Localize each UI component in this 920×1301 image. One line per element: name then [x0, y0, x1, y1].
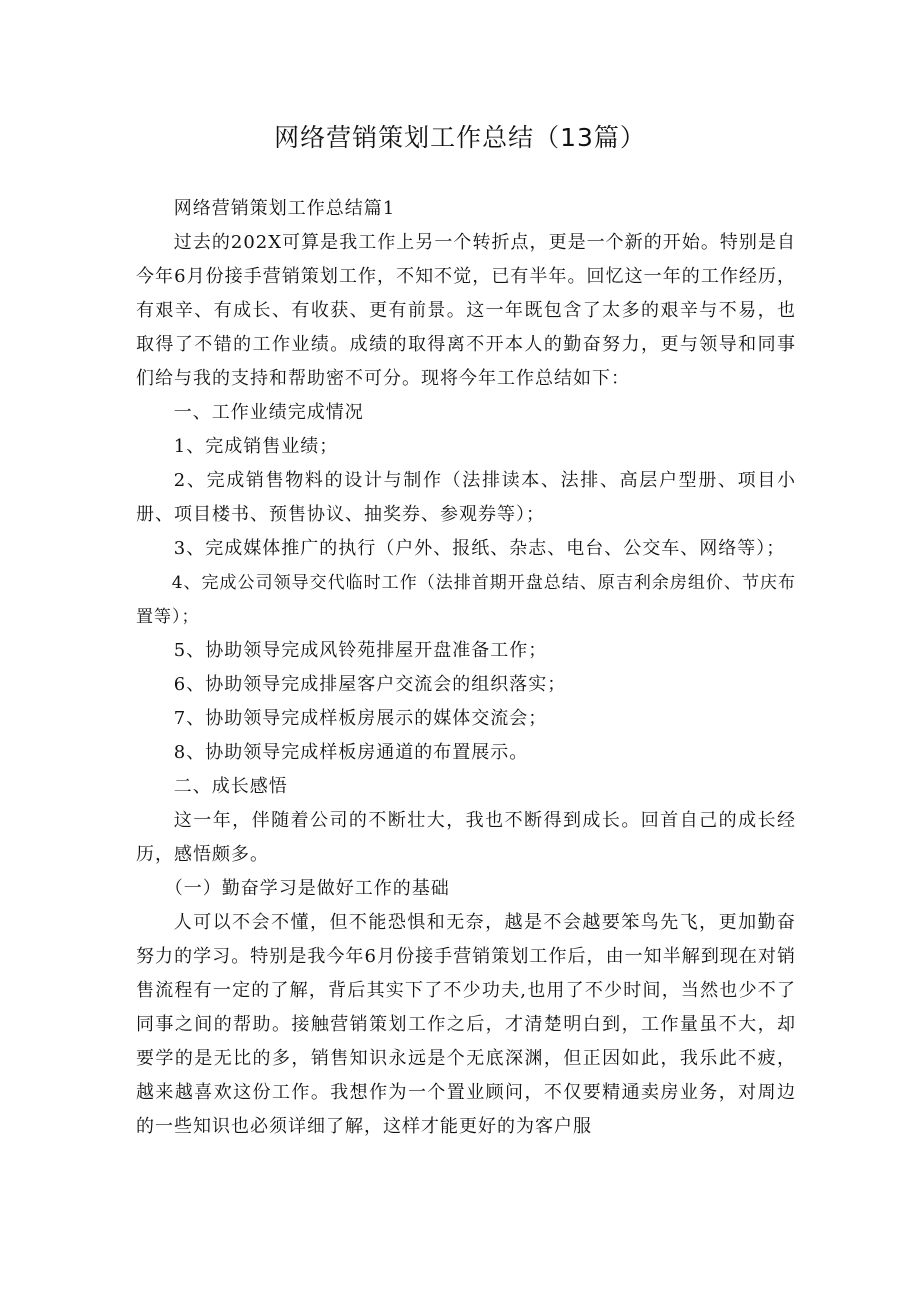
list-item: 5、协助领导完成风铃苑排屋开盘准备工作；: [173, 640, 548, 661]
document-body: [136, 192, 796, 1144]
paragraph: 过去的202X可算是我工作上另一个转折点，更是一个新的开始。特别是自今年6月份接手营销策划工作，不知不觉，已有半年。回忆这一年的工作经历，有艰辛、有成长、有收获、更有前景。这一年既包含了太多的艰辛与不易，也取得了不错的工作业绩。成绩的取得离不开本人的勤奋努力，更与领导和同事们给与我的支持和帮助密不可分。现将今年工作总结如下：: [136, 232, 796, 389]
section-heading: 二、成长感悟: [173, 776, 288, 797]
section-heading: 一、工作业绩完成情况: [173, 402, 364, 423]
subsection-heading: （一）勤奋学习是做好工作的基础: [164, 878, 450, 899]
list-item: 2、完成销售物料的设计与制作（法排读本、法排、高层户型册、项目小册、项目楼书、预售协议、抽奖券、参观券等）；: [136, 470, 796, 525]
list-item: 1、完成销售业绩；: [173, 436, 339, 457]
section-heading: 网络营销策划工作总结篇1: [173, 198, 396, 219]
list-item: 3、完成媒体推广的执行（户外、报纸、杂志、电台、公交车、网络等）；: [173, 538, 786, 559]
list-item: 4、完成公司领导交代临时工作（法排首期开盘总结、原吉利余房组价、节庆布置等）；: [136, 573, 796, 627]
list-item: 6、协助领导完成排屋客户交流会的组织落实；: [173, 674, 567, 695]
paragraph: 人可以不会不懂，但不能恐惧和无奈，越是不会越要笨鸟先飞，更加勤奋努力的学习。特别是我今年6月份接手营销策划工作后，由一知半解到现在对销售流程有一定的了解，背后其实下了不少功夫,也用了不少时间，当然也少不了同事之间的帮助。接触营销策划工作之后，才清楚明白到，工作量虽不大，却要学的是无比的多，销售知识永远是个无底深渊，但正因如此，我乐此不疲，越来越喜欢这份工作。我想作为一个置业顾问，不仅要精通卖房业务，对周边的一些知识也必须详细了解，这样才能更好的为客户服: [136, 912, 796, 1137]
list-item: 8、协助领导完成样板房通道的布置展示。: [173, 742, 529, 763]
document-title: 网络营销策划工作总结（13篇）: [274, 123, 646, 152]
list-item: 7、协助领导完成样板房展示的媒体交流会；: [173, 708, 548, 729]
paragraph: 这一年，伴随着公司的不断壮大，我也不断得到成长。回首自己的成长经历，感悟颇多。: [136, 810, 796, 865]
